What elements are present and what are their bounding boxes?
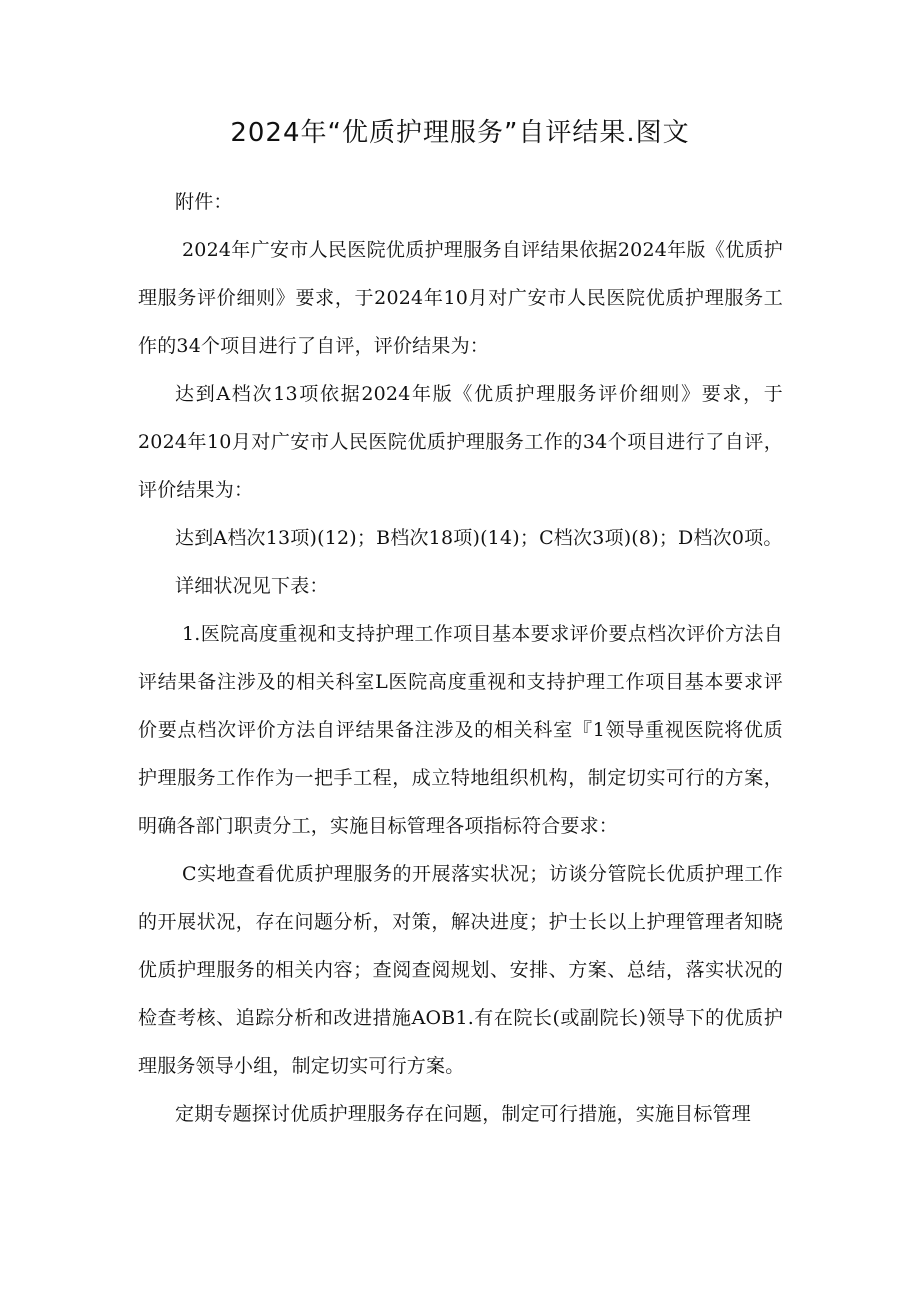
attachment-label: 附件： (175, 191, 233, 213)
result-paragraph-1: 达到A档次13项依据2024年版《优质护理服务评价细则》要求，于2024年10月对广安市人民医院优质护理服务工作的34个项目进行了自评，评价结果为： (138, 383, 783, 501)
document-body (138, 178, 783, 1138)
closing-paragraph: 定期专题探讨优质护理服务存在问题，制定可行措施，实施目标管理 (175, 1103, 752, 1125)
intro-paragraph: 2024年广安市人民医院优质护理服务自评结果依据2024年版《优质护理服务评价细则》要求，于2024年10月对广安市人民医院优质护理服务工作的34个项目进行了自评，评价结果为： (138, 239, 783, 357)
item-1-paragraph: 1.医院高度重视和支持护理工作项目基本要求评价要点档次评价方法自评结果备注涉及的相关科室L医院高度重视和支持护理工作项目基本要求评价要点档次评价方法自评结果备注涉及的相关科室『1领导重视医院将优质护理服务工作作为一把手工程，成立特地组织机构，制定切实可行的方案，明确各部门职责分工，实施目标管理各项指标符合要求： (138, 623, 783, 837)
details-intro: 详细状况见下表： (175, 575, 329, 597)
document-title: 2024年“优质护理服务”自评结果.图文 (230, 118, 690, 148)
result-paragraph-2: 达到A档次13项)(12)；B档次18项)(14)；C档次3项)(8)；D档次0项。 (175, 527, 783, 549)
evaluation-method-paragraph: C实地查看优质护理服务的开展落实状况；访谈分管院长优质护理工作的开展状况，存在问题分析，对策，解决进度；护士长以上护理管理者知晓优质护理服务的相关内容；查阅查阅规划、安排、方案、总结，落实状况的检查考核、追踪分析和改进措施AOB1.有在院长(或副院长)领导下的优质护理服务领导小组，制定切实可行方案。 (138, 863, 783, 1077)
